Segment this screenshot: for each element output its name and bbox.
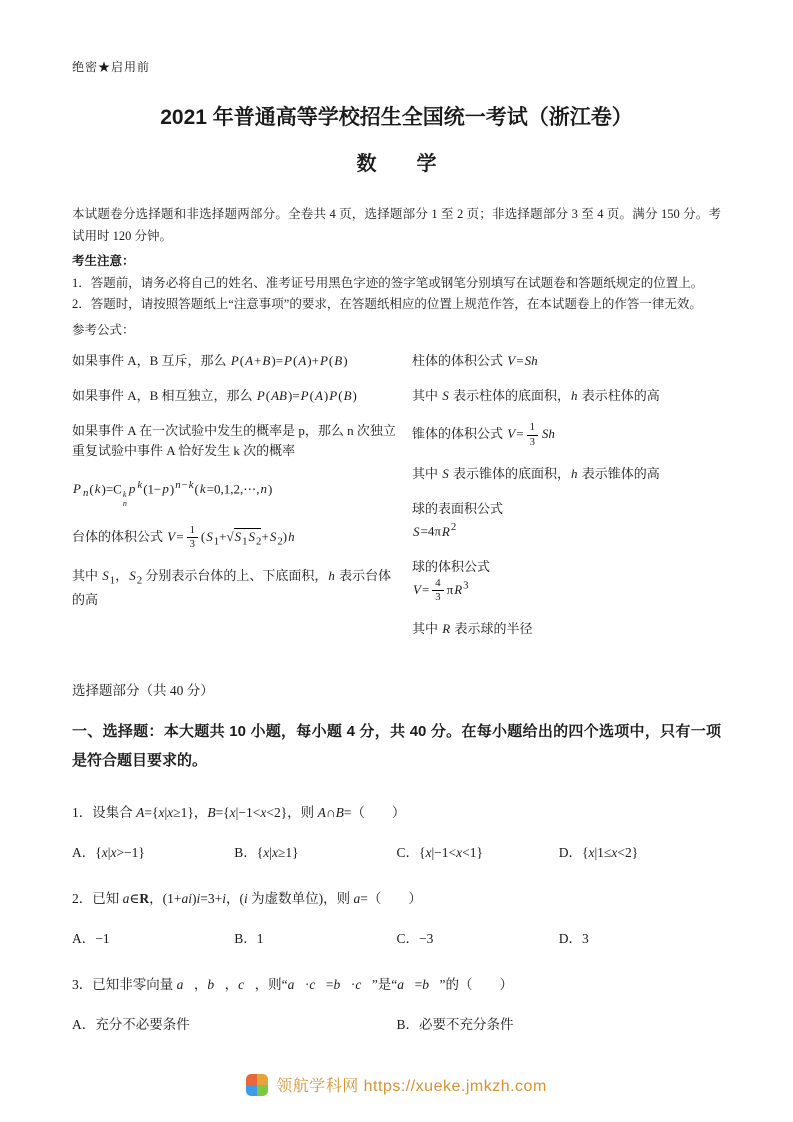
- reference-formula-title: 参考公式：: [72, 322, 135, 337]
- notice-item-2: 2．答题时，请按照答题纸上“注意事项”的要求，在答题纸相应的位置上规范作答，在本试题卷上的作答一律无效。: [72, 297, 702, 311]
- question-3-options: [72, 1013, 721, 1033]
- formula-cylinder-note: 其中 S 表示柱体的底面积，h 表示柱体的高: [412, 388, 660, 404]
- formula-cylinder-volume: 柱体的体积公式 V=Sh: [412, 353, 538, 368]
- q3-option-a: A．充分不必要条件: [72, 1016, 190, 1032]
- formula-cone-volume: 锥体的体积公式 V= $\frac{1}{3}$ Sh: [412, 422, 555, 448]
- candidate-notice-title: 考生注意：: [72, 254, 135, 268]
- formulas-right-column: [412, 351, 721, 655]
- question-3-stem: 3．已知非零向量 a⃗，b⃗，c⃗，则“a⃗·c⃗=b⃗·c⃗”是“a⃗=b⃗”的（ ）: [72, 976, 513, 992]
- q1-option-c: C．{x|−1<x<1}: [396, 845, 484, 860]
- notice-item-1: 1．答题前，请务必将自己的姓名、准考证号用黑色字迹的签字笔或钢笔分别填写在试题卷和答题纸规定的位置上。: [72, 275, 704, 290]
- site-watermark: [0, 1073, 793, 1096]
- secrecy-label: 绝密★启用前: [72, 60, 151, 74]
- formula-frustum-volume: 台体的体积公式 V= $\frac{1}{3}$ $(S_1+√S_1S_2+S_2)h$: [72, 524, 295, 551]
- formula-bernoulli-intro: 如果事件 A 在一次试验中发生的概率是 p，那么 n 次独立重复试验中事件 A 恰好发生 k 次的概率: [72, 423, 396, 459]
- exam-summary: 本试题卷分选择题和非选择题两部分。全卷共 4 页，选择题部分 1 至 2 页；非选择题部分 3 至 4 页。满分 150 分。考试用时 120 分钟。: [72, 207, 721, 243]
- question-1: [72, 802, 721, 861]
- question-1-stem: 1．设集合 A={x|x≥1}，B={x|−1<x<2}，则 A∩B=（ ）: [72, 805, 406, 821]
- question-3: [72, 974, 721, 1033]
- exam-title: 2021 年普通高等学校招生全国统一考试（浙江卷）: [160, 106, 633, 129]
- part1-heading: 一、选择题：本大题共 10 小题，每小题 4 分，共 40 分。在每小题给出的四个选项中，只有一项是符合题目要求的。: [72, 722, 721, 769]
- formulas-left-column: [72, 351, 412, 655]
- choice-section-title: 选择题部分（共 40 分）: [72, 682, 214, 698]
- formula-frustum-note: 其中 $S_1$，$S_2$ 分别表示台体的上、下底面积，h 表示台体的高: [72, 568, 392, 607]
- formula-mutually-exclusive: 如果事件 A，B 互斥，那么 P(A+B)=P(A)+P(B): [72, 353, 348, 368]
- formula-sphere-surface: 球的表面积公式 $S=4\pi R^2$: [412, 501, 504, 539]
- site-logo-icon: [246, 1074, 268, 1096]
- formula-bernoulli-equation: P $_n$(k)=C k n p $^k(1-p)^{n-k}(k=0,1,2,\cdots,n)$: [73, 478, 273, 509]
- q2-option-a: A．−1: [72, 930, 110, 946]
- question-2-options: [72, 927, 721, 947]
- formula-sphere-volume: 球的体积公式 V= $\frac{4}{3}$ $\pi R^3$: [412, 558, 491, 604]
- question-2: [72, 888, 721, 947]
- q2-option-c: C．−3: [396, 930, 434, 946]
- q3-option-b: B．必要不充分条件: [396, 1016, 514, 1032]
- reference-formulas: [72, 351, 721, 655]
- formula-independent-events: 如果事件 A，B 相互独立，那么 P(AB)=P(A)P(B): [72, 388, 357, 404]
- formula-cone-note: 其中 S 表示锥体的底面积，h 表示锥体的高: [412, 465, 660, 481]
- formula-sphere-note: 其中 R 表示球的半径: [412, 621, 533, 637]
- q2-option-d: D．3: [558, 930, 589, 946]
- q1-option-a: A．{x|x>−1}: [72, 845, 145, 860]
- q1-option-b: B．{x|x≥1}: [234, 845, 299, 860]
- q2-option-b: B．1: [234, 930, 264, 946]
- site-watermark-text: 领航学科网 https://xueke.jmkzh.com: [276, 1078, 547, 1095]
- q1-option-d: D．{x|1≤x<2}: [558, 845, 639, 860]
- question-2-stem: 2．已知 a∈R，(1+ai)i=3+i，(i 为虚数单位)，则 a=（ ）: [72, 891, 422, 906]
- question-1-options: [72, 841, 721, 861]
- subject-title: 数 学: [356, 153, 437, 175]
